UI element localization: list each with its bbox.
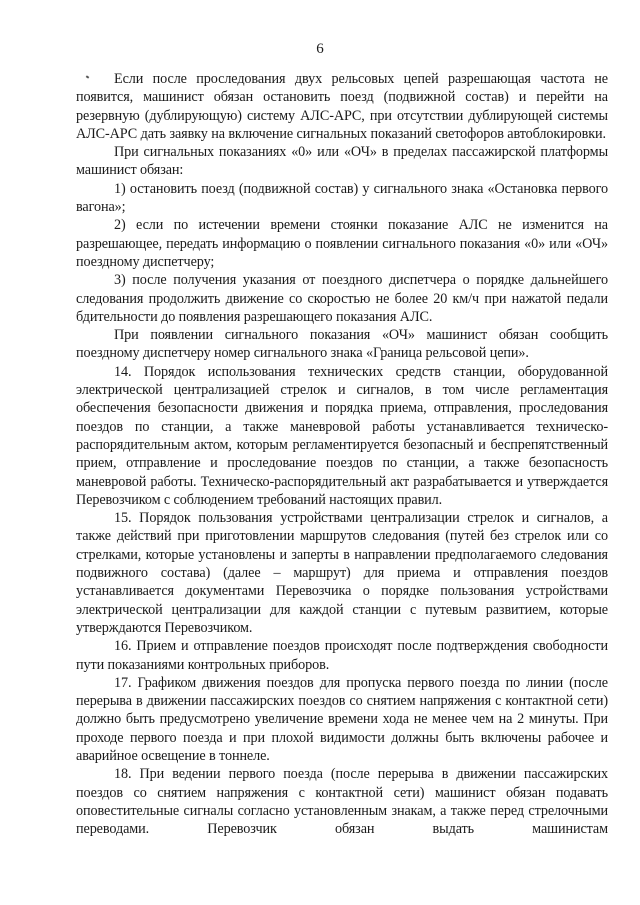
paragraph-item-1: 1) остановить поезд (подвижной состав) у сигнального знака «Остановка первого вагона»; (76, 180, 608, 216)
paragraph-item-2: 2) если по истечении времени стоянки показание АЛС не изменится на разрешающее, передать информацию о появлении сигнального показания «0» или «ОЧ» поездному диспетчеру; (76, 217, 608, 270)
paragraph-section-15: 15. Порядок пользования устройствами централизации стрелок и сигналов, а также действий при приготовлении маршрутов следования (путей без стрелок или со стрелками, которые установлены и заперты в направлении предполагаемого следования подвижного состава) (далее – маршрут) для приема и отправления поездов устанавливается документами Перевозчика о порядке пользования устройствами электрической централизации для каждой станции с путевым развитием, которые утверждаются Перевозчиком. (76, 510, 608, 636)
paragraph-platform-signals: При сигнальных показаниях «0» или «ОЧ» в пределах пассажирской платформы машинист обязан: (76, 144, 608, 179)
paragraph-och-signal: При появлении сигнального показания «ОЧ» машинист обязан сообщить поездному диспетчеру номер сигнального знака «Граница рельсовой цепи». (76, 327, 608, 362)
paragraph-section-17: 17. Графиком движения поездов для пропуска первого поезда по линии (после перерыва в движении пассажирских поездов со снятием напряжения с контактной сети) должно быть предусмотрено увеличение времени хода не менее чем на 2 минуты. При проходе первого поезда и при плохой видимости должны быть включены рабочее и аварийное освещение в тоннеле. (76, 674, 608, 764)
paragraph-section-14: 14. Порядок использования технических средств станции, оборудованной электрической централизацией стрелок и сигналов, в том числе регламентация обеспечения безопасности движения и порядка приема, отправления, проследования поездов по станции, а также маневровой работы устанавливается техническо-распорядительным актом, которым регламентируется безопасный и беспрепятственный прием, отправление и проследование поездов по станции, а также безопасность маневровой работы. Техническо-распорядительный акт разрабатывается и утверждается Перевозчиком с соблюдением требований настоящих правил. (76, 363, 608, 508)
paragraph-section-16: 16. Прием и отправление поездов происходят после подтверждения свободности пути показаниями контрольных приборов. (76, 638, 608, 673)
paragraph-item-3: 3) после получения указания от поездного диспетчера о порядке дальнейшего следования продолжить движение со скоростью не более 20 км/ч при нажатой педали бдительности до появления разрешающего показания АЛС. (76, 272, 608, 325)
paragraph-section-18: 18. При ведении первого поезда (после перерыва в движении пассажирских поездов со снятием напряжения с контактной сети) машинист обязан подавать оповестительные сигналы согласно установленным знакам, а также перед стрелочными переводами. Перевозчик обязан выдать машинистам (76, 766, 608, 838)
document-body (76, 70, 608, 838)
page-number: 6 (316, 41, 324, 57)
paragraph-rail-circuits: Если после проследования двух рельсовых цепей разрешающая частота не появится, машинист обязан остановить поезд (подвижной состав) и перейти на резервную (дублирующую) систему АЛС-АРС, при отсутствии дублирующей системы АЛС-АРС дать заявку на включение сигнальных показаний светофоров автоблокировки. (76, 71, 608, 142)
